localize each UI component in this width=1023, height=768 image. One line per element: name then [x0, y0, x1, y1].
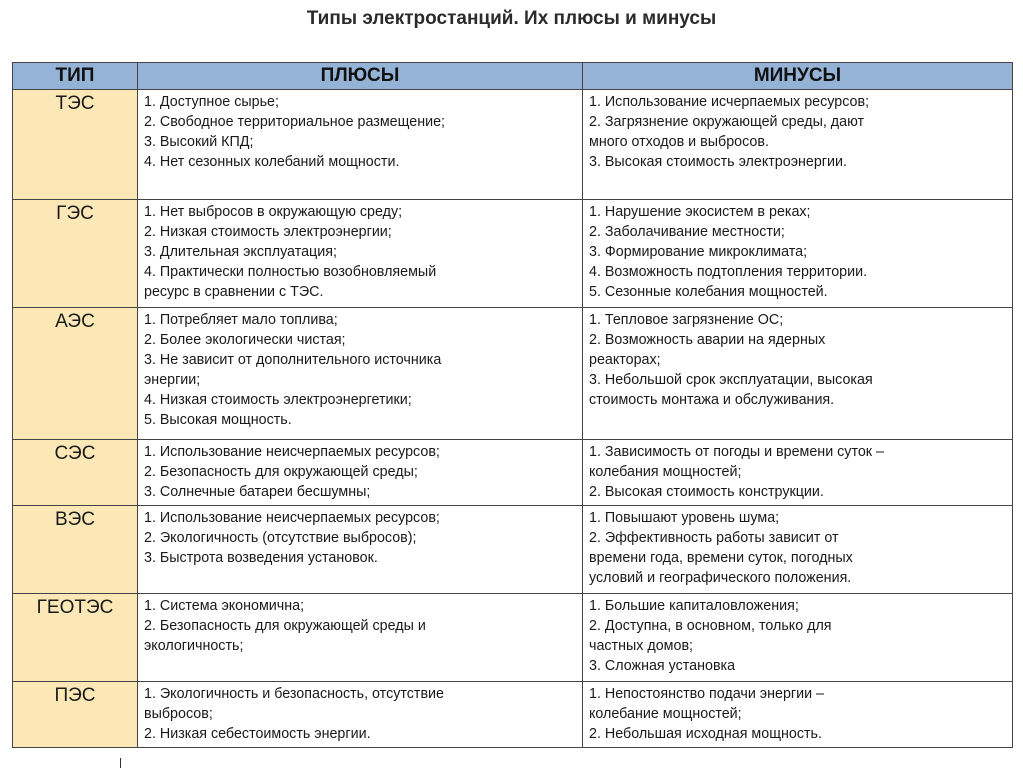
pros-line: ресурс в сравнении с ТЭС. [144, 284, 324, 300]
table-header-row [13, 63, 1013, 90]
cons-line: частных домов; [589, 638, 694, 654]
pros-line: 4. Практически полностью возобновляемый [144, 264, 437, 280]
pros-line: 1. Экологичность и безопасность, отсутствие [144, 686, 444, 702]
cons-line: 5. Сезонные колебания мощностей. [589, 284, 828, 300]
row-pros-cell [138, 200, 583, 308]
header-cons: МИНУСЫ [583, 63, 1013, 90]
cons-line: 1. Большие капиталовложения; [589, 598, 799, 614]
pros-line: 1. Система экономична; [144, 598, 305, 614]
cons-line: 3. Сложная установка [589, 658, 736, 674]
pros-line: 3. Длительная эксплуатация; [144, 244, 337, 260]
pros-line: 1. Использование неисчерпаемых ресурсов; [144, 444, 440, 460]
row-pros-cell [138, 440, 583, 506]
power-plants-table [12, 62, 1013, 748]
cons-line: 2. Доступна, в основном, только для [589, 618, 832, 634]
cons-line: 2. Возможность аварии на ядерных [589, 332, 826, 348]
cons-line: 1. Зависимость от погоды и времени суток – [589, 444, 884, 460]
cons-line: 4. Возможность подтопления территории. [589, 264, 868, 280]
pros-line: 5. Высокая мощность. [144, 412, 292, 428]
pros-line: 2. Более экологически чистая; [144, 332, 346, 348]
row-cons-cell [583, 308, 1013, 440]
table-row [13, 200, 1013, 308]
cons-line: 2. Загрязнение окружающей среды, дают [589, 114, 865, 130]
pros-line: 2. Безопасность для окружающей среды; [144, 464, 418, 480]
table-row [13, 440, 1013, 506]
header-type: ТИП [13, 63, 138, 90]
cons-line: 1. Нарушение экосистем в реках; [589, 204, 811, 220]
cons-line: колебания мощностей; [589, 464, 742, 480]
header-pros: ПЛЮСЫ [138, 63, 583, 90]
cons-line: 2. Заболачивание местности; [589, 224, 785, 240]
pros-line: 2. Безопасность для окружающей среды и [144, 618, 426, 634]
pros-line: 2. Экологичность (отсутствие выбросов); [144, 530, 417, 546]
row-pros-cell [138, 506, 583, 594]
cons-line: 3. Высокая стоимость электроэнергии. [589, 154, 847, 170]
row-cons-cell [583, 440, 1013, 506]
table-row [13, 594, 1013, 682]
row-pros-cell [138, 682, 583, 748]
table-row [13, 308, 1013, 440]
cons-line: стоимость монтажа и обслуживания. [589, 392, 835, 408]
table-row [13, 682, 1013, 748]
pros-line: 2. Низкая себестоимость энергии. [144, 726, 371, 742]
row-type-cell: ГЭС [13, 200, 138, 308]
cons-line: условий и географического положения. [589, 570, 852, 586]
row-cons-cell [583, 200, 1013, 308]
pros-line: 4. Низкая стоимость электроэнергетики; [144, 392, 412, 408]
pros-line: 4. Нет сезонных колебаний мощности. [144, 154, 400, 170]
cons-line: времени года, времени суток, погодных [589, 550, 853, 566]
cons-line: реакторах; [589, 352, 661, 368]
row-cons-cell [583, 90, 1013, 200]
cons-line: 2. Небольшая исходная мощность. [589, 726, 822, 742]
pros-line: 3. Высокий КПД; [144, 134, 254, 150]
row-type-cell: АЭС [13, 308, 138, 440]
pros-line: 2. Низкая стоимость электроэнергии; [144, 224, 392, 240]
pros-line: 1. Нет выбросов в окружающую среду; [144, 204, 403, 220]
pros-line: 3. Быстрота возведения установок. [144, 550, 378, 566]
row-type-cell: ПЭС [13, 682, 138, 748]
text-cursor-mark [120, 758, 121, 768]
table-row [13, 506, 1013, 594]
row-type-cell: СЭС [13, 440, 138, 506]
cons-line: 3. Формирование микроклимата; [589, 244, 808, 260]
row-cons-cell [583, 506, 1013, 594]
cons-line: 1. Повышают уровень шума; [589, 510, 780, 526]
pros-line: экологичность; [144, 638, 244, 654]
cons-line: 3. Небольшой срок эксплуатации, высокая [589, 372, 873, 388]
pros-line: 1. Использование неисчерпаемых ресурсов; [144, 510, 440, 526]
cons-line: 1. Тепловое загрязнение ОС; [589, 312, 784, 328]
row-pros-cell [138, 90, 583, 200]
cons-line: много отходов и выбросов. [589, 134, 769, 150]
row-pros-cell [138, 308, 583, 440]
cons-line: колебание мощностей; [589, 706, 742, 722]
pros-line: выбросов; [144, 706, 213, 722]
row-pros-cell [138, 594, 583, 682]
row-type-cell: ВЭС [13, 506, 138, 594]
pros-line: 3. Солнечные батареи бесшумны; [144, 484, 371, 500]
cons-line: 1. Использование исчерпаемых ресурсов; [589, 94, 870, 110]
pros-line: 1. Потребляет мало топлива; [144, 312, 338, 328]
cons-line: 2. Высокая стоимость конструкции. [589, 484, 824, 500]
cons-line: 2. Эффективность работы зависит от [589, 530, 839, 546]
row-type-cell: ГЕОТЭС [13, 594, 138, 682]
page-title: Типы электростанций. Их плюсы и минусы [306, 8, 717, 29]
pros-line: 2. Свободное территориальное размещение; [144, 114, 445, 130]
row-type-cell: ТЭС [13, 90, 138, 200]
pros-line: 1. Доступное сырье; [144, 94, 279, 110]
cons-line: 1. Непостоянство подачи энергии – [589, 686, 825, 702]
pros-line: энергии; [144, 372, 201, 388]
row-cons-cell [583, 682, 1013, 748]
row-cons-cell [583, 594, 1013, 682]
table-row [13, 90, 1013, 200]
pros-line: 3. Не зависит от дополнительного источника [144, 352, 442, 368]
